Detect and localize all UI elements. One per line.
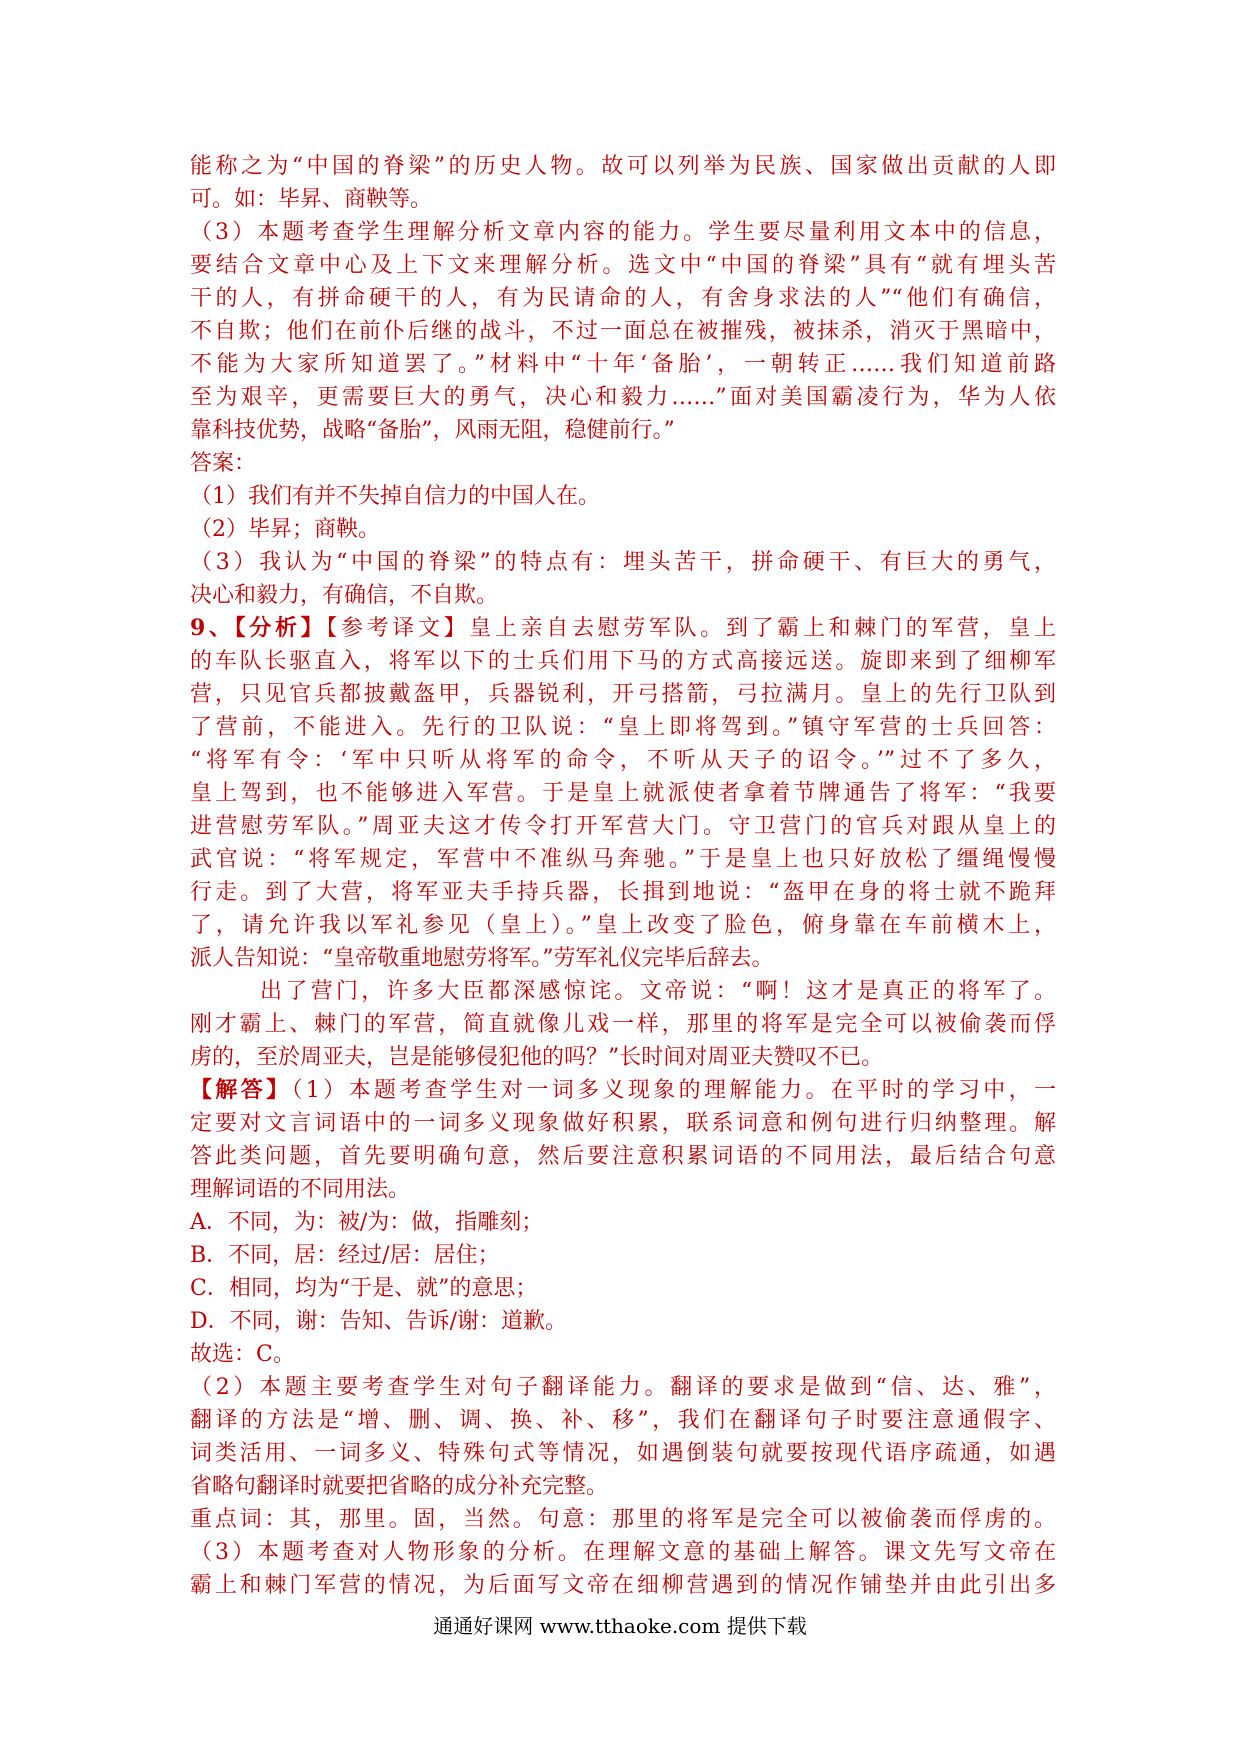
text-line <box>190 1107 1056 1140</box>
line-text: （3）本题考查学生理解分析文章内容的能力。学生要尽量利用文本中的信息， <box>190 220 1056 245</box>
line-text: 的车队长驱直入，将军以下的士兵们用下马的方式高接远送。旋即来到了细柳军 <box>190 649 1056 674</box>
line-text: 要结合文章中心及上下文来理解分析。选文中“中国的脊梁”具有“就有埋头苦 <box>190 253 1056 278</box>
line-text: （2）毕昇；商鞅。 <box>190 517 380 542</box>
line-text: 翻译的方法是“增、删、调、换、补、移”，我们在翻译句子时要注意通假字、 <box>190 1408 1056 1433</box>
line-text: 决心和毅力，有确信，不自欺。 <box>190 583 499 608</box>
text-line <box>190 1503 1056 1536</box>
line-text: 派人告知说：“皇帝敬重地慰劳将军。”劳军礼仪完毕后辞去。 <box>190 946 774 971</box>
line-text: 了，请允许我以军礼参见（皇上）。”皇上改变了脸色，俯身靠在车前横木上， <box>190 913 1056 938</box>
text-line <box>190 183 1056 216</box>
line-text: 皇上驾到，也不能够进入军营。于是皇上就派使者拿着节牌通告了将军：“我要 <box>190 781 1056 806</box>
line-text: 能称之为“中国的脊梁”的历史人物。故可以列举为民族、国家做出贡献的人即 <box>190 154 1056 179</box>
line-text: 不能为大家所知道罢了。”材料中“十年‘备胎’，一朝转正……我们知道前路 <box>190 352 1056 377</box>
section-tag: 【分析】 <box>234 615 327 641</box>
text-line <box>190 381 1056 414</box>
line-text: 营，只见官兵都披戴盔甲，兵器锐利，开弓搭箭，弓拉满月。皇上的先行卫队到 <box>190 682 1056 707</box>
text-line <box>190 282 1056 315</box>
text-line <box>190 579 1056 612</box>
line-text: 刚才霸上、棘门的军营，简直就像儿戏一样，那里的将军是完全可以被偷袭而俘 <box>190 1012 1056 1037</box>
text-line <box>190 216 1056 249</box>
line-text: 武官说：“将军规定，军营中不准纵马奔驰。”于是皇上也只好放松了缰绳慢慢 <box>190 847 1056 872</box>
text-line <box>190 150 1056 183</box>
line-text: （3）本题考查对人物形象的分析。在理解文意的基础上解答。课文先写文帝在 <box>190 1540 1056 1565</box>
text-line <box>190 249 1056 282</box>
line-text: 虏的，至於周亚夫，岂是能够侵犯他的吗？”长时间对周亚夫赞叹不已。 <box>190 1045 884 1070</box>
text-line <box>190 447 1056 480</box>
line-text: 行走。到了大营，将军亚夫手持兵器，长揖到地说：“盔甲在身的将士就不跪拜 <box>190 880 1056 905</box>
line-text: 霸上和棘门军营的情况，为后面写文帝在细柳营遇到的情况作铺垫并由此引出多 <box>190 1573 1056 1598</box>
line-text: 不自欺；他们在前仆后继的战斗，不过一面总在被摧残，被抹杀，消灭于黑暗中， <box>190 319 1056 344</box>
text-line <box>190 1041 1056 1074</box>
text-line <box>190 1338 1056 1371</box>
line-text: （1）我们有并不失掉自信力的中国人在。 <box>190 484 600 509</box>
text-line <box>190 909 1056 942</box>
text-line <box>190 1371 1056 1404</box>
text-line <box>190 348 1056 381</box>
line-text: 出了营门，许多大臣都深感惊诧。文帝说：“啊！这才是真正的将军了。 <box>260 979 1056 1004</box>
text-line <box>190 711 1056 744</box>
line-text: C．相同，均为“于是、就”的意思； <box>190 1276 538 1301</box>
document-body <box>190 150 1056 1602</box>
text-line <box>190 1140 1056 1173</box>
line-text: 靠科技优势，战略“备胎”，风雨无阻，稳健前行。” <box>190 418 675 443</box>
text-line <box>190 612 1056 645</box>
text-line <box>190 975 1056 1008</box>
text-line <box>190 513 1056 546</box>
line-text: 故选：C。 <box>190 1342 295 1367</box>
line-text: B．不同，居：经过/居：居住； <box>190 1243 500 1268</box>
line-text: 理解词语的不同用法。 <box>190 1177 411 1202</box>
text-line <box>190 1074 1056 1107</box>
text-line <box>190 777 1056 810</box>
text-line <box>190 315 1056 348</box>
line-text: 干的人，有拼命硬干的人，有为民请命的人，有舍身求法的人”“他们有确信， <box>190 286 1056 311</box>
text-line <box>190 546 1056 579</box>
line-text: 定要对文言词语中的一词多义现象做好积累，联系词意和例句进行归纳整理。解 <box>190 1111 1056 1136</box>
line-text: 答案： <box>190 451 257 476</box>
text-line <box>190 480 1056 513</box>
line-text: 至为艰辛，更需要巨大的勇气，决心和毅力……”面对美国霸凌行为，华为人依 <box>190 385 1056 410</box>
line-text: 词类活用、一词多义、特殊句式等情况，如遇倒装句就要按现代语序疏通，如遇 <box>190 1441 1056 1466</box>
line-text: （3）我认为“中国的脊梁”的特点有：埋头苦干，拼命硬干、有巨大的勇气， <box>190 550 1056 575</box>
text-line <box>190 414 1056 447</box>
section-tag: 【解答】 <box>190 1077 292 1103</box>
text-line <box>190 1305 1056 1338</box>
line-text: （2）本题主要考查学生对句子翻译能力。翻译的要求是做到“信、达、雅”， <box>190 1375 1056 1400</box>
line-text: 答此类问题，首先要明确句意，然后要注意积累词语的不同用法，最后结合句意 <box>190 1144 1056 1169</box>
text-line <box>190 876 1056 909</box>
line-text: 【参考译文】皇上亲自去慰劳军队。到了霸上和棘门的军营，皇上 <box>326 616 1056 641</box>
line-text: “将军有令：‘军中只听从将军的命令，不听从天子的诏令。’”过不了多久， <box>190 748 1056 773</box>
text-line <box>190 1173 1056 1206</box>
text-line <box>190 1569 1056 1602</box>
line-text: D．不同，谢：告知、告诉/谢：道歉。 <box>190 1309 568 1334</box>
text-line <box>190 1206 1056 1239</box>
text-line <box>190 678 1056 711</box>
line-text: 可。如：毕昇、商鞅等。 <box>190 187 433 212</box>
text-line <box>190 1272 1056 1305</box>
line-text: 了营前，不能进入。先行的卫队说：“皇上即将驾到。”镇守军营的士兵回答： <box>190 715 1056 740</box>
text-line <box>190 1437 1056 1470</box>
text-line <box>190 1470 1056 1503</box>
line-text: （1）本题考查学生对一词多义现象的理解能力。在平时的学习中，一 <box>291 1078 1056 1103</box>
question-number: 9、 <box>190 615 235 641</box>
text-line <box>190 810 1056 843</box>
text-line <box>190 1536 1056 1569</box>
text-line <box>190 1404 1056 1437</box>
text-line <box>190 1008 1056 1041</box>
text-line <box>190 843 1056 876</box>
line-text: A．不同，为：被/为：做，指雕刻； <box>190 1210 544 1235</box>
line-text: 重点词：其，那里。固，当然。句意：那里的将军是完全可以被偷袭而俘虏的。 <box>190 1507 1056 1532</box>
text-line <box>190 942 1056 975</box>
line-text: 进营慰劳军队。”周亚夫这才传令打开军营大门。守卫营门的官兵对跟从皇上的 <box>190 814 1056 839</box>
line-text: 省略句翻译时就要把省略的成分补充完整。 <box>190 1474 609 1499</box>
text-line <box>190 1239 1056 1272</box>
text-line <box>190 744 1056 777</box>
text-line <box>190 645 1056 678</box>
page-footer: 通通好课网 www.tthaoke.com 提供下载 <box>433 1614 807 1638</box>
